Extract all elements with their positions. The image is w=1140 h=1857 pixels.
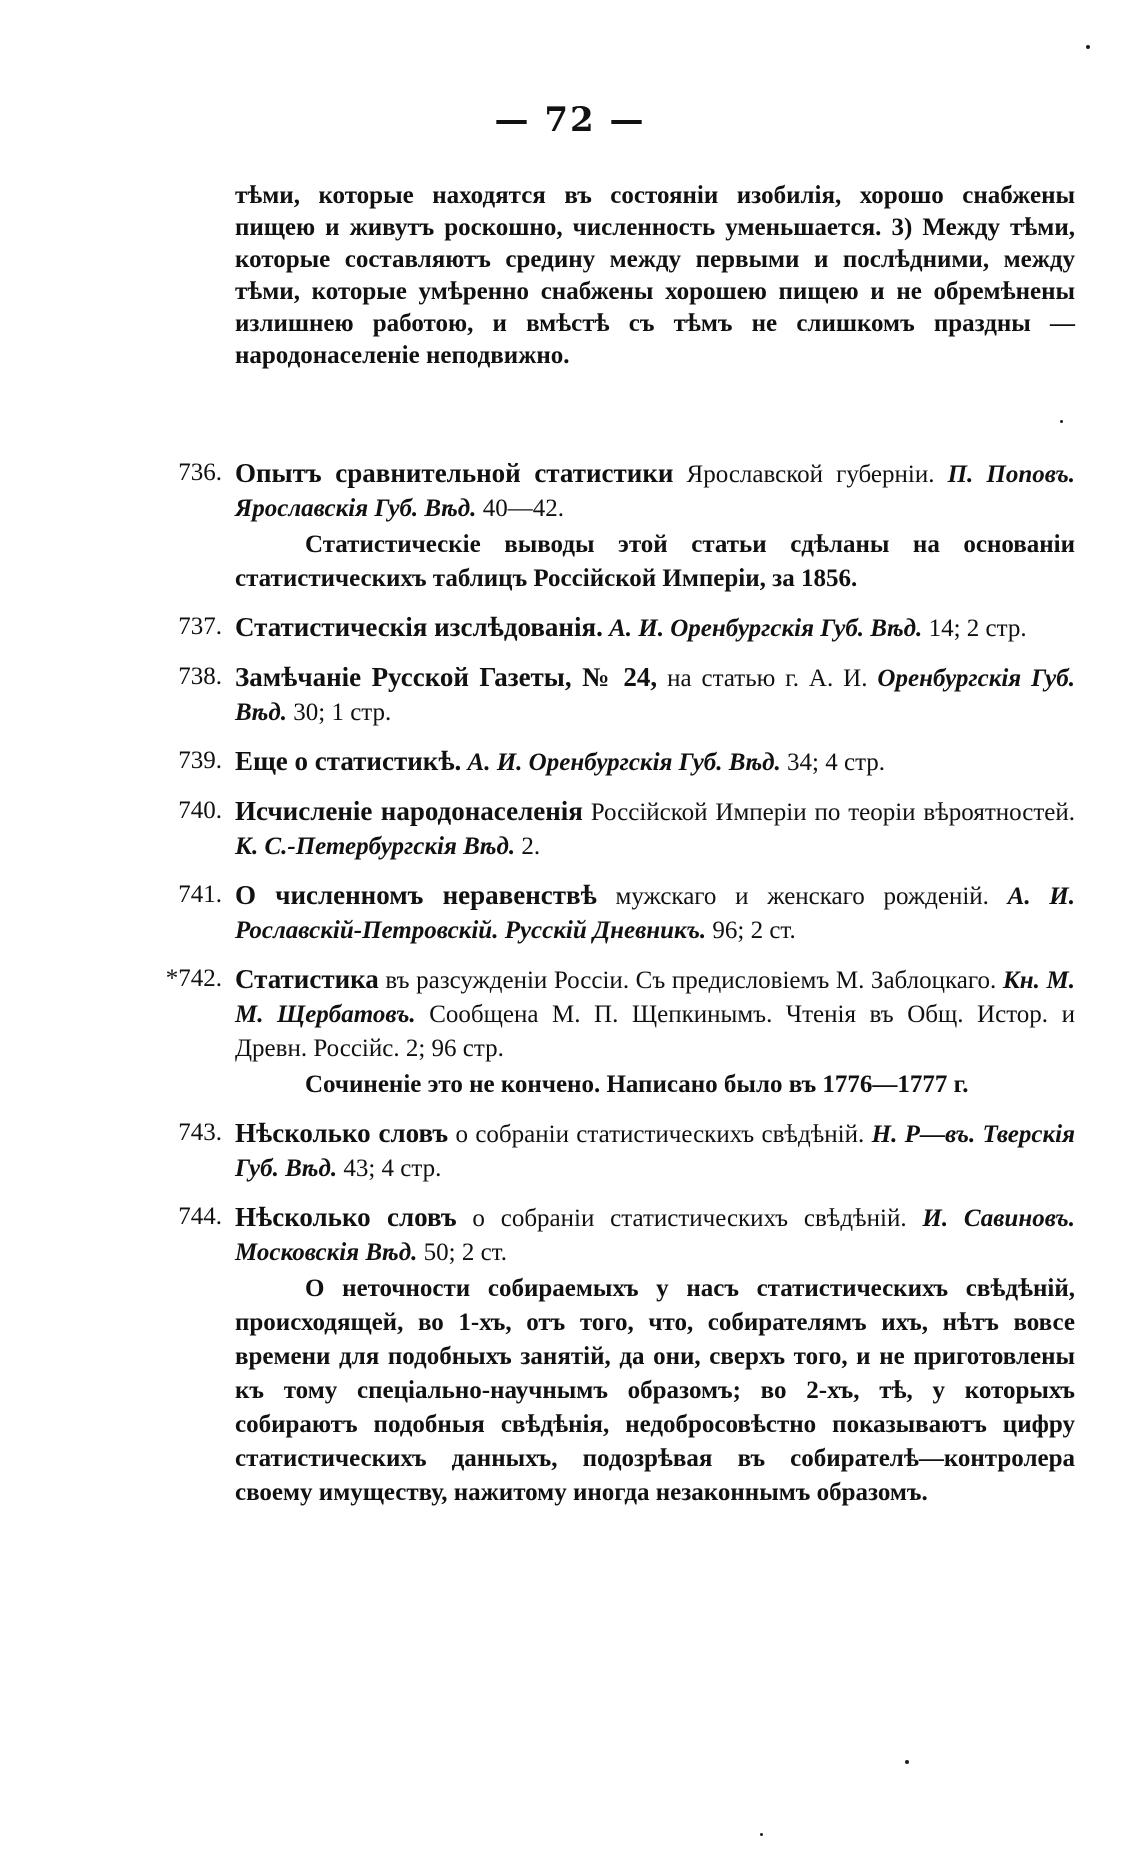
entry-citation: [235, 878, 1075, 948]
entry-title: Опытъ сравнительной статистики: [235, 458, 674, 488]
bibliography-entry: [150, 1200, 1075, 1510]
entry-source: Оренбургскія Губ. Вѣд.: [235, 665, 1075, 726]
scan-speck: [1060, 420, 1063, 423]
entry-source: А. И. Рославскій-Петровскій. Русскій Дневникъ.: [235, 883, 1075, 944]
entry-text: мужскаго и женскаго рожденій.: [596, 883, 989, 910]
entry-number: 743.: [178, 1119, 222, 1146]
entry-number: 740.: [178, 797, 222, 824]
entry-number: 738.: [178, 663, 222, 690]
entry-issue: 30; 1 стр.: [287, 699, 392, 726]
entry-note: Сочиненіе это не кончено. Написано было въ 1776—1777 г.: [305, 1071, 969, 1098]
entry-citation: [235, 794, 1075, 864]
entry-citation: [235, 456, 1075, 526]
entry-number: 737.: [178, 613, 222, 640]
entry-source: А. И. Оренбургскія Губ. Вѣд.: [461, 749, 781, 776]
entry-number: 736.: [178, 459, 222, 486]
entry-issue: 14; 2 стр.: [922, 615, 1027, 642]
entry-citation: [235, 610, 1075, 646]
page-number: — 72 —: [494, 100, 646, 140]
bibliography-entry: [150, 660, 1075, 730]
entry-title: Замѣчаніе Русской Газеты, № 24,: [235, 662, 658, 692]
entry-note: Статистическіе выводы этой статьи сдѣланы на основаніи статистическихъ таблицъ Россійской Имперіи, за 1856.: [235, 531, 1075, 592]
entry-number: *742.: [165, 965, 222, 992]
entry-title: Статистическія изслѣдованія.: [235, 612, 603, 642]
entry-citation: [235, 744, 1075, 780]
entry-issue: Сообщена М. П. Щепкинымъ. Чтенія въ Общ. Истор. и Древн. Россійс. 2; 96 стр.: [235, 1001, 1076, 1062]
scan-speck: [760, 1833, 763, 1836]
entry-title: О численномъ неравенствѣ: [235, 880, 597, 910]
entry-number: 741.: [178, 881, 222, 908]
bibliography-entry: [150, 744, 1075, 780]
bibliography-entry: [150, 794, 1075, 864]
entry-issue: 2.: [515, 833, 541, 860]
bibliography-entry: [150, 610, 1075, 646]
entry-source: К. С.-Петербургскія Вѣд.: [235, 833, 516, 860]
entry-citation: [235, 660, 1075, 730]
scan-speck: [905, 1760, 909, 1764]
entry-source: П. Поповъ. Ярославскія Губ. Вѣд.: [235, 461, 1075, 522]
entry-citation: [235, 962, 1075, 1066]
bibliography-entry: [150, 1116, 1075, 1186]
entry-citation: [235, 1200, 1075, 1270]
entry-issue: 50; 2 ст.: [417, 1239, 507, 1266]
entry-issue: 96; 2 ст.: [706, 917, 796, 944]
entry-issue: 43; 4 стр.: [337, 1155, 442, 1182]
scan-speck: [1086, 45, 1090, 49]
entry-title: Еще о статистикѣ.: [235, 746, 462, 776]
entry-source: Н. Р—въ. Тверскія Губ. Вѣд.: [235, 1121, 1075, 1182]
entry-issue: 34; 4 стр.: [780, 749, 886, 776]
bibliography-entry: [150, 962, 1075, 1102]
entry-text: о собраніи статистическихъ свѣдѣній.: [448, 1121, 865, 1148]
entry-title: Нѣсколько словъ: [235, 1118, 449, 1148]
entry-source: И. Савиновъ. Московскія Вѣд.: [235, 1205, 1075, 1266]
entry-title: Исчисленіе народонаселенія: [235, 796, 583, 826]
entry-source: А. И. Оренбургскія Губ. Вѣд.: [602, 615, 923, 642]
entry-text: Ярославской губерніи.: [673, 461, 935, 488]
entry-title: Нѣсколько словъ: [235, 1202, 457, 1232]
bibliography-entry: [150, 878, 1075, 948]
entry-text: о собраніи статистическихъ свѣдѣній.: [456, 1205, 907, 1232]
entry-issue: 40—42.: [476, 495, 564, 522]
intro-paragraph: тѣми, которые находятся въ состояніи изобилія, хорошо снабжены пищею и живутъ роскошно, численность уменьшается. 3) Между тѣми, которые составляютъ средину между первыми и послѣдними, между тѣми, которые умѣренно снабжены хорошею пищею и не обремѣнены излишнею работою, и вмѣстѣ съ тѣмъ не слишкомъ праздны — народонаселеніе неподвижно.: [235, 182, 1075, 369]
entry-text: въ разсужденіи Россіи. Съ предисловіемъ М. Заблоцкаго.: [378, 967, 997, 994]
entry-text: на статью г. А. И.: [657, 665, 868, 692]
entry-number: 739.: [178, 747, 222, 774]
entry-text: Россійской Имперіи по теоріи вѣроятностей.: [582, 799, 1075, 826]
bibliography-entry: [150, 456, 1075, 596]
entry-citation: [235, 1116, 1075, 1186]
bibliography-list: [150, 456, 1075, 1524]
entry-number: 744.: [178, 1203, 222, 1230]
entry-note: О неточности собираемыхъ у насъ статистическихъ свѣдѣній, происходящей, во 1-хъ, отъ того, что, собирателямъ ихъ, нѣтъ вовсе времени для подобныхъ занятій, да они, сверхъ того, и не приготовлены къ тому спеціально-научнымъ образомъ; во 2-хъ, тѣ, у которыхъ собираютъ подобныя свѣдѣнія, недобросовѣстно показываютъ цифру статистическихъ данныхъ, подозрѣвая въ собирателѣ—контролера своему имуществу, нажитому иногда незаконнымъ образомъ.: [235, 1275, 1075, 1506]
entry-source: Кн. М. М. Щербатовъ.: [235, 967, 1075, 1028]
entry-title: Статистика: [235, 964, 379, 994]
